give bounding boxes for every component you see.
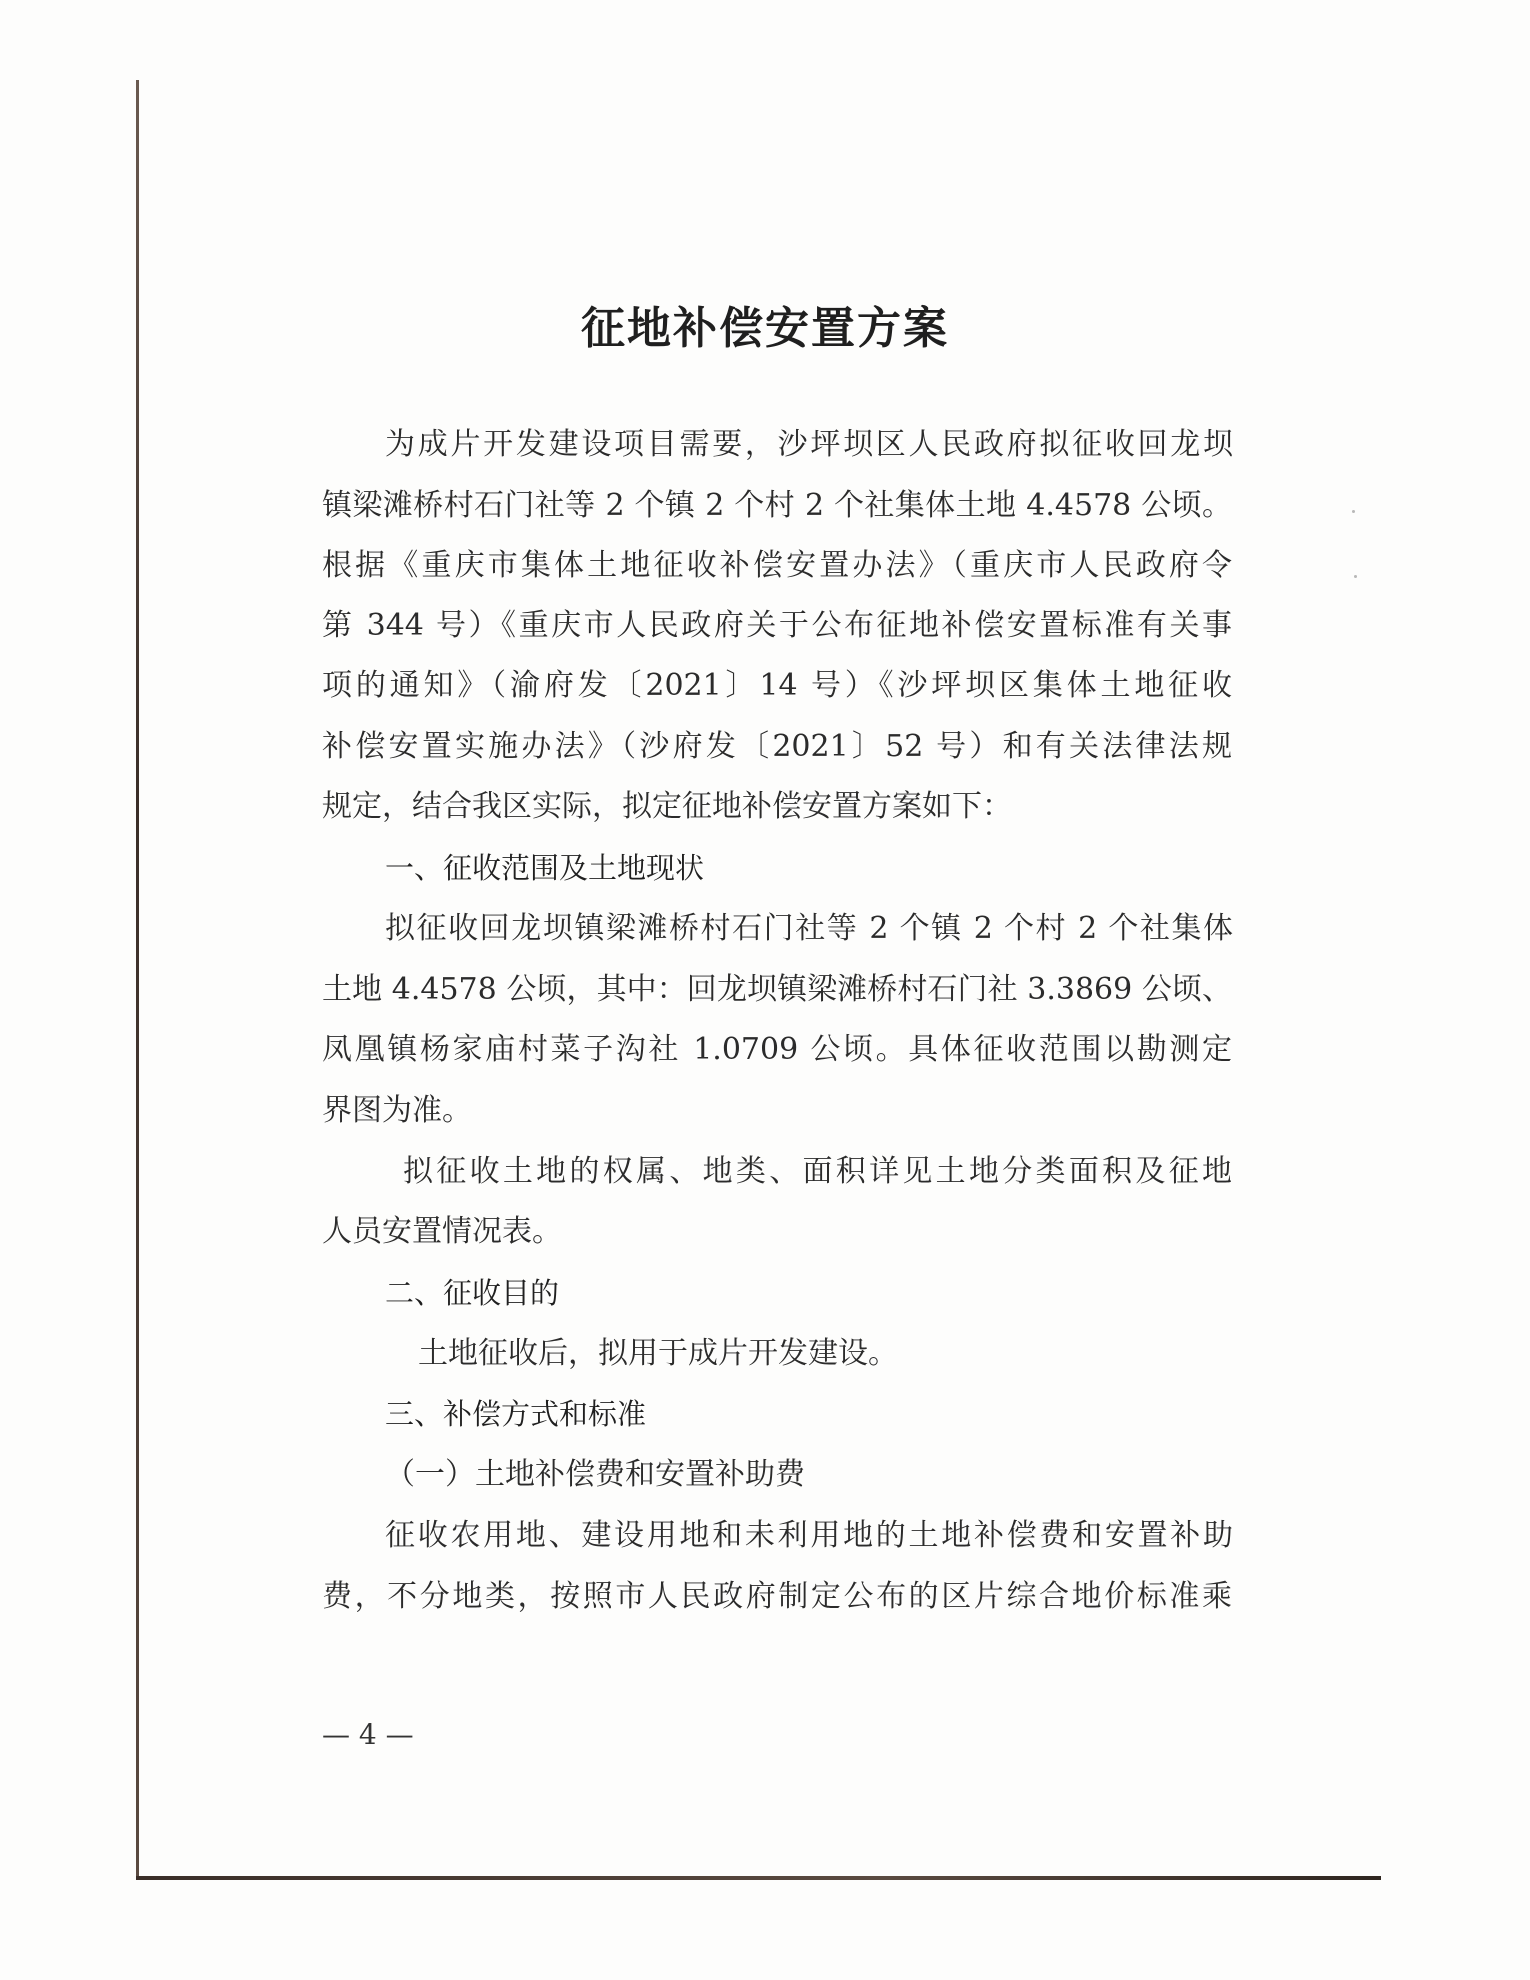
scan-speck [1352, 510, 1355, 513]
paragraph-line: 拟征收回龙坝镇梁滩桥村石门社等 2 个镇 2 个村 2 个社集体 [385, 911, 1233, 946]
page-bottom-edge [136, 1876, 1381, 1880]
paragraph-line: 镇梁滩桥村石门社等 2 个镇 2 个村 2 个社集体土地 4.4578 公顷。 [322, 488, 1232, 523]
paragraph-line: 土地 4.4578 公顷，其中：回龙坝镇梁滩桥村石门社 3.3869 公顷、 [322, 972, 1232, 1007]
paragraph-line: 拟征收土地的权属、地类、面积详见土地分类面积及征地 [403, 1154, 1232, 1189]
paragraph-line: 补偿安置实施办法》（沙府发〔2021〕52 号）和有关法律法规 [322, 729, 1232, 764]
document-title: 征地补偿安置方案 [581, 303, 949, 354]
section-heading-2: 二、征收目的 [385, 1276, 560, 1310]
section-heading-1: 一、征收范围及土地现状 [385, 851, 705, 885]
scan-speck [1354, 575, 1357, 578]
paragraph-line: 根据《重庆市集体土地征收补偿安置办法》（重庆市人民政府令 [322, 548, 1232, 583]
page-number: — 4 — [322, 1718, 414, 1751]
paragraph-line: 凤凰镇杨家庙村菜子沟社 1.0709 公顷。具体征收范围以勘测定 [322, 1032, 1232, 1067]
paragraph-line: 土地征收后，拟用于成片开发建设。 [418, 1336, 898, 1371]
paragraph-line: 为成片开发建设项目需要，沙坪坝区人民政府拟征收回龙坝 [385, 427, 1233, 462]
paragraph-line: 人员安置情况表。 [322, 1214, 562, 1249]
paragraph-line: 规定，结合我区实际，拟定征地补偿安置方案如下： [322, 789, 1012, 824]
paragraph-line: 界图为准。 [322, 1093, 472, 1128]
paragraph-line: 征收农用地、建设用地和未利用地的土地补偿费和安置补助 [385, 1518, 1233, 1553]
paragraph-line: 费，不分地类，按照市人民政府制定公布的区片综合地价标准乘 [322, 1579, 1232, 1614]
section-heading-3: 三、补偿方式和标准 [385, 1397, 647, 1431]
subsection-heading: （一）土地补偿费和安置补助费 [385, 1457, 805, 1492]
paragraph-line: 第 344 号）《重庆市人民政府关于公布征地补偿安置标准有关事 [322, 608, 1232, 643]
paragraph-line: 项的通知》（渝府发〔2021〕14 号）《沙坪坝区集体土地征收 [322, 668, 1232, 703]
